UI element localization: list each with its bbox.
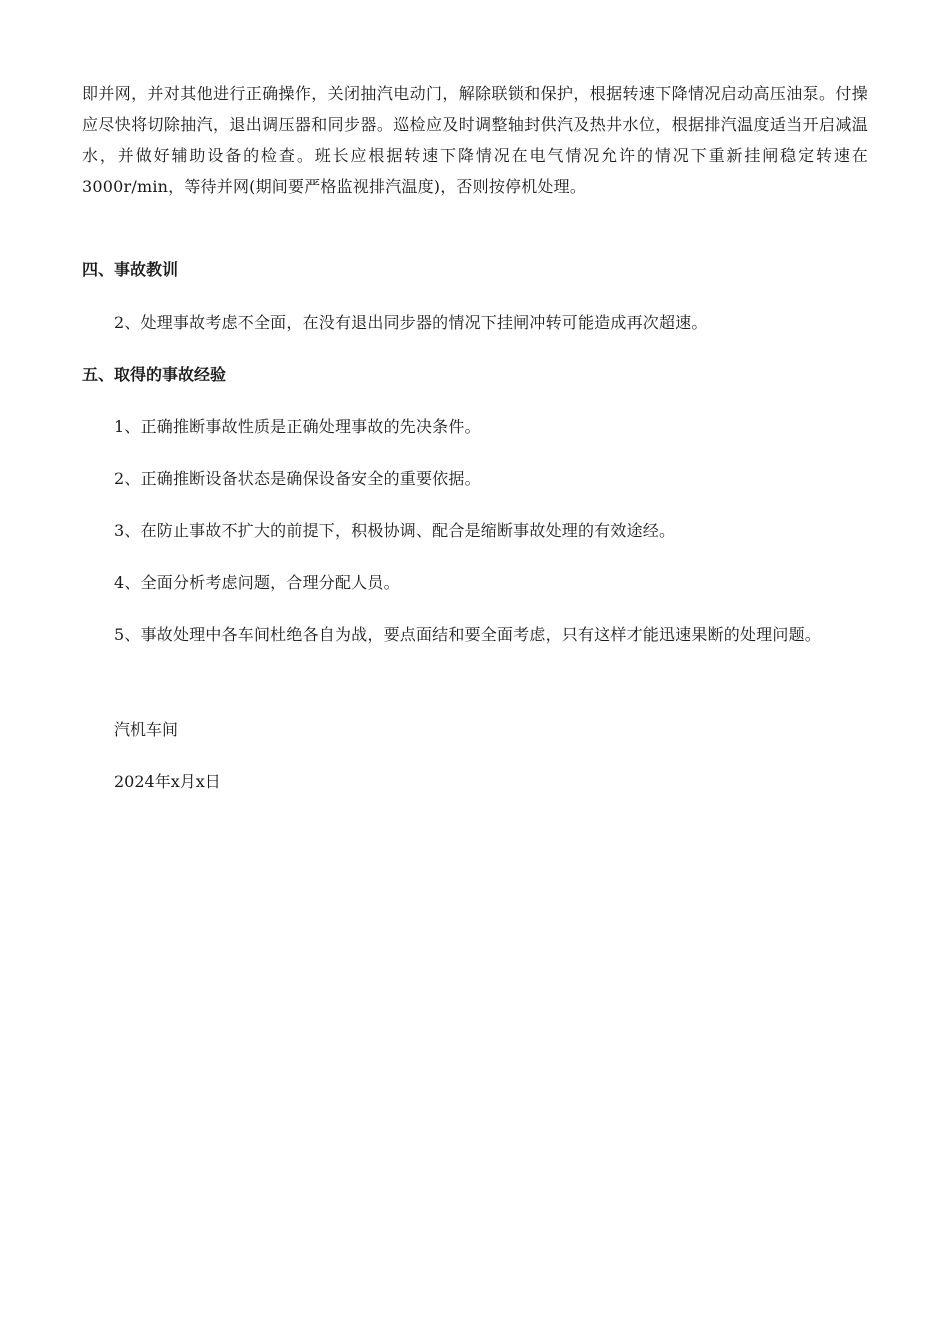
section-5-item-5: 5、事故处理中各车间杜绝各自为战，要点面结和要全面考虑，只有这样才能迅速果断的处理问题。 xyxy=(114,625,821,644)
section-5-heading: 五、取得的事故经验 xyxy=(82,365,227,384)
signature-date: 2024年x月x日 xyxy=(114,772,221,791)
section-4-heading: 四、事故教训 xyxy=(82,260,179,279)
section-5-item-2: 2、正确推断设备状态是确保设备安全的重要依据。 xyxy=(114,469,481,488)
section-5-item-4: 4、全面分析考虑问题，合理分配人员。 xyxy=(114,573,400,592)
signature-department: 汽机车间 xyxy=(114,720,179,739)
section-5-item-1: 1、正确推断事故性质是正确处理事故的先决条件。 xyxy=(114,417,481,436)
section-5-item-3: 3、在防止事故不扩大的前提下，积极协调、配合是缩断事故处理的有效途经。 xyxy=(114,521,676,540)
intro-paragraph: 即并网，并对其他进行正确操作，关闭抽汽电动门，解除联锁和保护，根据转速下降情况启动高压油泵。付操应尽快将切除抽汽，退出调压器和同步器。巡检应及时调整轴封供汽及热井水位，根据排汽温度适当开启减温水，并做好辅助设备的检查。班长应根据转速下降情况在电气情况允许的情况下重新挂闸稳定转速在3000r/min，等待并网(期间要严格监视排汽温度)，否则按停机处理。 xyxy=(82,84,868,196)
section-4-item-2: 2、处理事故考虑不全面，在没有退出同步器的情况下挂闸冲转可能造成再次超速。 xyxy=(114,313,708,332)
